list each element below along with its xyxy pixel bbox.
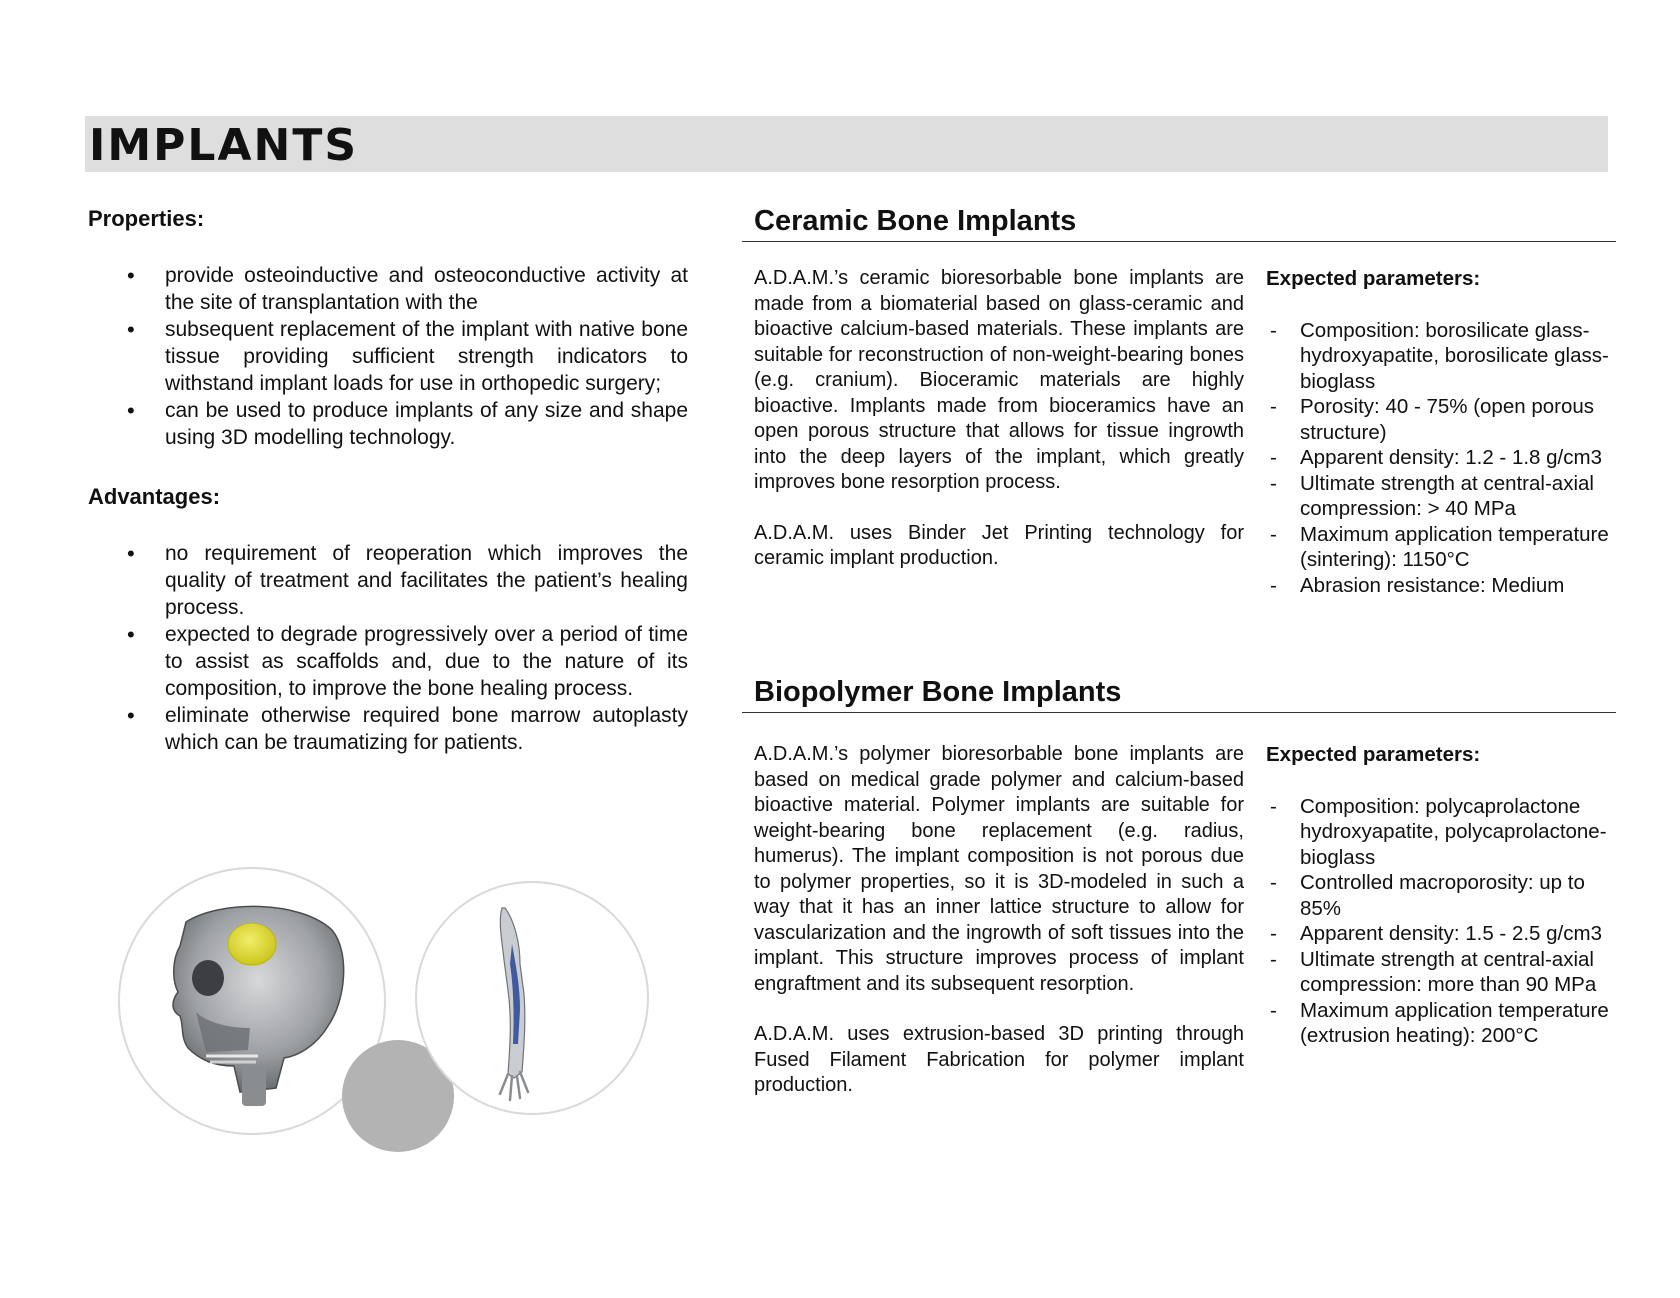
biopolymer-parameters — [1266, 742, 1616, 1049]
list-item: - Maximum application temperature (sintering): 1150°C — [1300, 522, 1616, 573]
ceramic-heading: Ceramic Bone Implants — [754, 205, 1077, 237]
implant-illustrations — [110, 860, 670, 1160]
biopolymer-heading: Biopolymer Bone Implants — [754, 676, 1122, 708]
list-item: - Apparent density: 1.5 - 2.5 g/cm3 — [1300, 921, 1616, 947]
list-item: • no requirement of reoperation which improves the quality of treatment and facilitates the patient’s healing process. — [165, 540, 688, 621]
list-item: - Maximum application temperature (extrusion heating): 200°C — [1300, 998, 1616, 1049]
list-item: • can be used to produce implants of any size and shape using 3D modelling technology. — [165, 397, 688, 451]
left-column — [88, 205, 688, 756]
list-item: • eliminate otherwise required bone marrow autoplasty which can be traumatizing for patients. — [165, 702, 688, 756]
list-item: - Abrasion resistance: Medium — [1300, 573, 1616, 599]
biopolymer-paragraph: A.D.A.M.’s polymer bioresorbable bone implants are based on medical grade polymer and calcium-based bioactive material. Polymer implants are suitable for weight-bearing bone replacement (e.g. radius, humerus). The implant composition is not porous due to polymer properties, so it is 3D-modeled in such a way that it has an inner lattice structure to allow for vascularization and the ingrowth of soft tissues into the implant. This structure improves process of implant engraftment and its subsequent resorption. — [754, 743, 1244, 995]
ceramic-params-label: Expected parameters: — [1266, 267, 1481, 290]
page-title: IMPLANTS — [89, 120, 359, 171]
list-item: - Composition: borosilicate glass-hydroxyapatite, borosilicate glass-bioglass — [1300, 318, 1616, 395]
advantages-label: Advantages: — [88, 484, 221, 509]
title-bar — [85, 116, 1608, 172]
biopolymer-description — [754, 742, 1244, 1099]
ceramic-paragraph: A.D.A.M. uses Binder Jet Printing technology for ceramic implant production. — [754, 521, 1244, 569]
properties-list — [88, 262, 688, 451]
ceramic-description — [754, 266, 1244, 572]
advantages-list — [88, 540, 688, 756]
list-item: - Porosity: 40 - 75% (open porous structure) — [1300, 394, 1616, 445]
list-item: • expected to degrade progressively over a period of time to assist as scaffolds and, due to the nature of its composition, to improve the bone healing process. — [165, 621, 688, 702]
biopolymer-section-header — [742, 674, 1616, 713]
list-item: - Apparent density: 1.2 - 1.8 g/cm3 — [1300, 445, 1616, 471]
ceramic-paragraph: A.D.A.M.’s ceramic bioresorbable bone implants are made from a biomaterial based on glass-ceramic and bioactive calcium-based materials. These implants are suitable for reconstruction of non-weight-bearing bones (e.g. cranium). Bioceramic materials are highly bioactive. Implants made from bioceramics have an open porous structure that allows for tissue ingrowth into the deep layers of the implant, which greatly improves bone resorption process. — [754, 267, 1244, 493]
list-item: • subsequent replacement of the implant with native bone tissue providing sufficient strength indicators to withstand implant loads for use in orthopedic surgery; — [165, 316, 688, 397]
list-item: - Ultimate strength at central-axial compression: > 40 MPa — [1300, 471, 1616, 522]
ceramic-params-list — [1266, 318, 1616, 599]
properties-label: Properties: — [88, 206, 205, 231]
list-item: • provide osteoinductive and osteoconductive activity at the site of transplantation with the — [165, 262, 688, 316]
biopolymer-params-label: Expected parameters: — [1266, 743, 1481, 766]
biopolymer-paragraph: A.D.A.M. uses extrusion-based 3D printing through Fused Filament Fabrication for polymer implant production. — [754, 1023, 1244, 1096]
list-item: - Controlled macroporosity: up to 85% — [1300, 870, 1616, 921]
list-item: - Composition: polycaprolactone hydroxyapatite, polycaprolactone-bioglass — [1300, 794, 1616, 871]
arm-implant-illustration — [416, 882, 648, 1114]
ceramic-section-header — [742, 203, 1616, 242]
list-item: - Ultimate strength at central-axial compression: more than 90 MPa — [1300, 947, 1616, 998]
ceramic-parameters — [1266, 266, 1616, 598]
biopolymer-params-list — [1266, 794, 1616, 1049]
